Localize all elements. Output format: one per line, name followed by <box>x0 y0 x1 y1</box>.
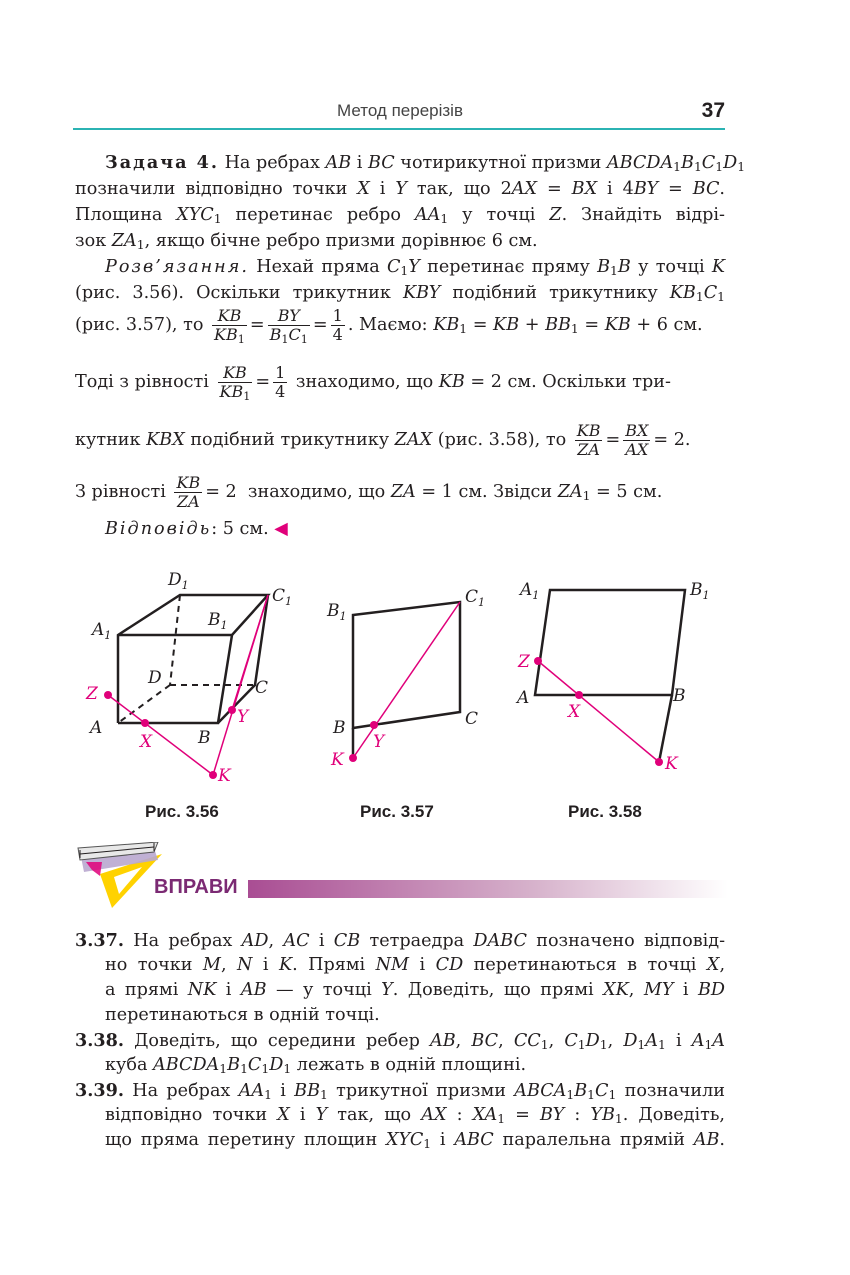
problem-text: Задача 4. На ребрах AB і BC чотирикутної призми $ABCDA_1B_1C_1D_1$ позначили відповідно точки X і Y так, що 2AX = BX і 4BY = BC. Площина $XYC_1$ перетинає ребро $AA_1$ у точці Z. Знайдіть відрі- зок $ZA_1$, якщо бічне ребро призми дорівнює 6 см. Розв’язання. Нехай пряма $C_1Y$ перетинає пряму $B_1B$ у точці K (рис. 3.56). Оскільки трикутник KBY подібний трикутнику $KB_1C_1$ <box>75 152 746 305</box>
exercise-3-37: 3.37. На ребрах AD, AC і CB тетраедра DABC позначено відповід- но точки M, N і K. Прямі NM і CD перетинаються в точці X, а прямі NK і AB — у точці Y. Доведіть, що прямі XK, MY і BD перетинаються в одній точці. <box>75 930 726 1025</box>
figure-3-57-caption: Рис. 3.57 <box>360 802 434 821</box>
figure-3-57 <box>325 580 500 780</box>
svg-text:K: K <box>331 750 344 770</box>
svg-text:B1: $B_1$ <box>690 580 710 602</box>
svg-text:B: B <box>333 718 346 738</box>
header-rule <box>73 128 725 130</box>
running-header-title: Метод перерізів <box>337 101 463 120</box>
figure-3-56-caption: Рис. 3.56 <box>145 802 219 821</box>
problem-label: Задача 4. <box>105 152 219 173</box>
solution-line-za: З рівності $\frac{KB}{ZA}$ = 2 знаходимо, що ZA = 1 см. Звідси $ZA_1 = 5$ см. <box>75 472 663 511</box>
svg-text:K: K <box>665 754 678 774</box>
svg-text:B1: $B_1$ <box>208 610 228 632</box>
end-of-solution-icon: ◀ <box>274 519 288 539</box>
svg-text:C1: $C_1$ <box>465 587 486 609</box>
svg-text:B1: $B_1$ <box>327 601 347 623</box>
exercise-3-39: 3.39. На ребрах $AA_1$ і $BB_1$ трикутної призми $ABCA_1B_1C_1$ позначили відповідно точки X і Y так, що AX : $XA_1$ = BY : $YB_1$. Доведіть, що пряма перетину площин $XYC_1$ і ABC паралельна прямій AB. <box>75 1080 726 1152</box>
exercise-number: 3.39. <box>75 1080 124 1101</box>
svg-text:C: C <box>255 678 269 698</box>
solution-label: Розв’язання. <box>105 257 250 277</box>
exercises-banner-title: ВПРАВИ <box>154 876 238 898</box>
exercise-number: 3.38. <box>75 1030 124 1051</box>
ruler-triangle-icon <box>72 842 167 910</box>
svg-text:Y: Y <box>237 707 249 727</box>
answer-line <box>75 516 725 542</box>
svg-text:A: A <box>517 688 530 708</box>
svg-text:D: D <box>148 668 162 688</box>
solution-line-kb: Тоді з рівності $\frac{KB}{KB_1}$ = $\frac{1}{4}$ знаходимо, що KB = 2 см. Оскільки три- <box>75 362 671 403</box>
solution-line-kbx: кутник KBX подібний трикутнику ZAX (рис. 3.58), то $\frac{KB}{ZA}$ = $\frac{BX}{AX}$ = 2. <box>75 420 691 459</box>
svg-text:C1: $C_1$ <box>272 586 293 608</box>
svg-text:X: X <box>140 732 153 752</box>
page-number: 37 <box>701 99 725 122</box>
svg-text:B: B <box>673 686 686 706</box>
exercises-banner-bar <box>248 880 728 898</box>
svg-text:C: C <box>465 709 479 729</box>
solution-line-ratio: (рис. 3.57), то $\frac{KB}{KB_1}$ = $\frac{BY}{B_1C_1}$ = $\frac{1}{4}$ . Маємо: $KB_1$ = KB + $BB_1$ = KB + 6 см. <box>75 305 703 346</box>
svg-text:A: A <box>90 718 103 738</box>
svg-text:Z: Z <box>518 652 530 672</box>
svg-text:X: X <box>568 702 581 722</box>
answer-value: : 5 см. <box>211 519 269 539</box>
svg-text:Z: Z <box>86 684 98 704</box>
svg-text:A1: $A_1$ <box>92 620 112 642</box>
answer-label: Відповідь <box>105 519 212 539</box>
svg-text:B: B <box>198 728 211 748</box>
exercise-number: 3.37. <box>75 930 124 951</box>
svg-text:D1: $D_1$ <box>168 570 189 592</box>
svg-text:K: K <box>218 766 231 786</box>
figure-3-56 <box>80 565 310 795</box>
figure-3-58-caption: Рис. 3.58 <box>568 802 642 821</box>
exercise-3-38: 3.38. Доведіть, що середини ребер AB, BC, $CC_1$, $C_1D_1$, $D_1A_1$ і $A_1A$ куба $ABCDA_1B_1C_1D_1$ лежать в одній площині. <box>75 1030 725 1077</box>
figure-3-58 <box>515 575 720 785</box>
svg-text:A1: $A_1$ <box>520 580 540 602</box>
svg-text:Y: Y <box>373 732 385 752</box>
